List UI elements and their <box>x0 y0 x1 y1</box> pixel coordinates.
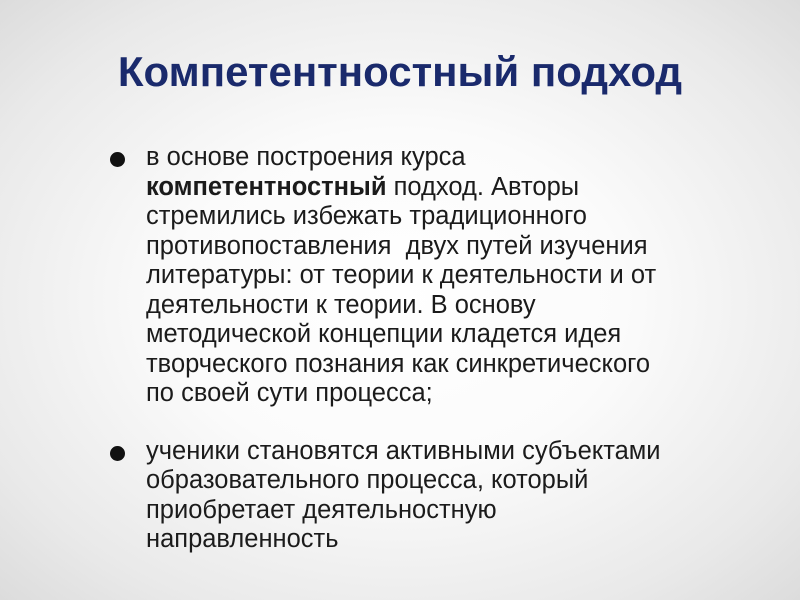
bullet-dot-icon <box>110 152 125 167</box>
bullet-line <box>146 232 770 262</box>
text-run: противопоставления двух путей изучения <box>146 231 648 260</box>
bullet-item <box>110 437 770 555</box>
text-run: в основе построения курса <box>146 143 466 171</box>
text-run: образовательного процесса, который <box>146 466 589 494</box>
text-run: творческого познания как синкретического <box>146 349 651 378</box>
slide-title: Компетентностный подход <box>117 48 683 95</box>
bullet-line <box>146 437 770 467</box>
text-run: направленность <box>146 525 339 553</box>
text-run: литературы: от теории к деятельности и от <box>146 261 657 289</box>
bullet-text <box>146 437 770 555</box>
text-run: ученики становятся активными субъектами <box>146 436 661 465</box>
bullet-item <box>110 143 770 409</box>
bullet-line <box>146 320 770 350</box>
text-run: стремились избежать традиционного <box>146 202 587 230</box>
bullet-line <box>146 261 770 291</box>
text-run: методической концепции кладется идея <box>146 320 622 348</box>
bullet-line <box>146 466 770 496</box>
text-run: деятельности к теории. В основу <box>146 290 536 319</box>
bullet-line <box>146 496 770 526</box>
bullet-text <box>146 143 770 409</box>
bullet-line <box>146 143 770 173</box>
bullet-line <box>146 525 770 555</box>
bullet-line <box>146 173 770 203</box>
bold-text: компетентностный <box>146 172 387 201</box>
bullet-line <box>146 291 770 321</box>
bullet-line <box>146 350 770 380</box>
bullet-dot-icon <box>110 446 125 461</box>
bullet-line <box>146 379 770 409</box>
text-run: подход. Авторы <box>386 172 580 201</box>
text-run: приобретает деятельностную <box>146 495 497 524</box>
text-run: по своей сути процесса; <box>146 379 433 407</box>
bullet-list <box>110 143 770 555</box>
bullet-line <box>146 202 770 232</box>
